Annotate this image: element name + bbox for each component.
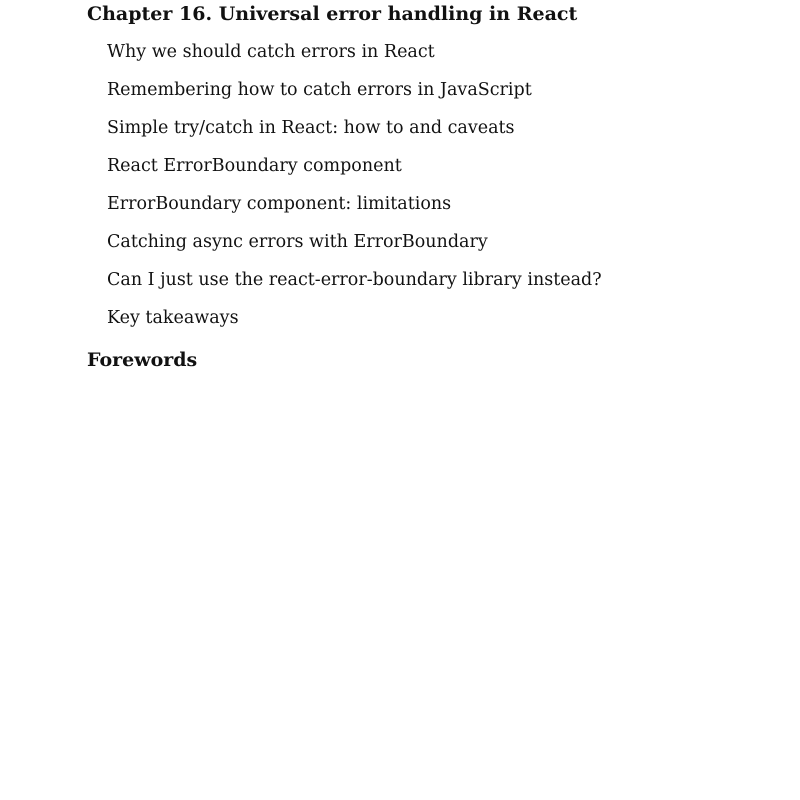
toc-link-error-boundary-component[interactable]: React ErrorBoundary component — [107, 156, 402, 176]
forewords-heading[interactable]: Forewords — [87, 349, 198, 371]
toc-link-catch-errors-javascript[interactable]: Remembering how to catch errors in JavaScript — [107, 80, 532, 100]
toc-link-simple-try-catch[interactable]: Simple try/catch in React: how to and caveats — [107, 118, 515, 138]
toc-link-error-boundary-limitations[interactable]: ErrorBoundary component: limitations — [107, 194, 452, 214]
table-of-contents — [87, 0, 787, 371]
chapter-16-heading[interactable]: Chapter 16. Universal error handling in React — [87, 3, 578, 25]
chapter-16-section-list — [87, 41, 787, 329]
toc-link-why-catch-errors[interactable]: Why we should catch errors in React — [107, 42, 435, 62]
toc-link-key-takeaways[interactable]: Key takeaways — [107, 308, 239, 328]
toc-link-catching-async-errors[interactable]: Catching async errors with ErrorBoundary — [107, 232, 488, 252]
toc-link-react-error-boundary-library[interactable]: Can I just use the react-error-boundary library instead? — [107, 270, 602, 290]
